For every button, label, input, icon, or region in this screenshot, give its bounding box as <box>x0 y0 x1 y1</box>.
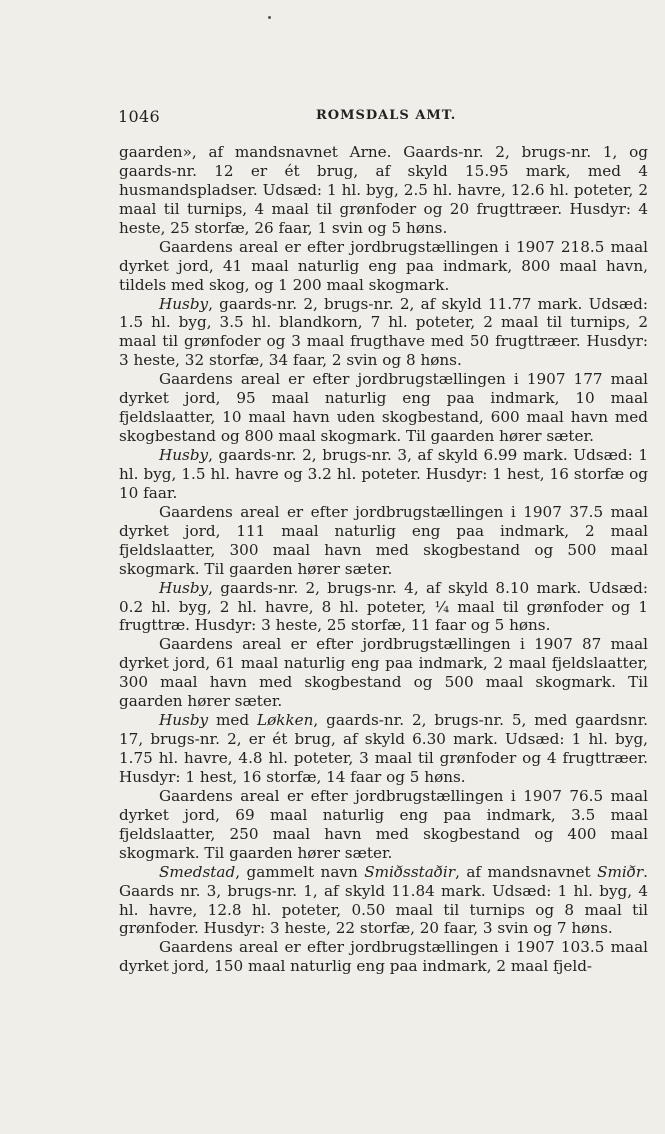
old-farm-name: Smiðsstaðir <box>364 862 456 881</box>
paragraph: Husby med Løkken, gaards-nr. 2, brugs-nr. 5, med gaardsnr. 17, brugs-nr. 2, er ét brug, af skyld 6.30 mark. Udsæd: 1 hl. byg, 1.75 hl. havre, 4.8 hl. poteter, 3 maal til grønfoder og 4 frugttræer. Husdyr: 1 hest, 16 storfæ, 14 faar og 5 høns. <box>119 711 648 786</box>
farm-name: Husby <box>159 578 209 597</box>
paragraph: Gaardens areal er efter jordbrugstællingen i 1907 103.5 maal dyrket jord, 150 maal naturlig eng paa indmark, 2 maal fjeld- <box>119 938 648 976</box>
paragraph: Husby, gaards-nr. 2, brugs-nr. 4, af skyld 8.10 mark. Udsæd: 0.2 hl. byg, 2 hl. havre, 8 hl. poteter, ¼ maal til grønfoder og 1 frugttræ. Husdyr: 3 heste, 25 storfæ, 11 faar og 5 høns. <box>119 578 648 635</box>
paragraph: Gaardens areal er efter jordbrugstællingen i 1907 37.5 maal dyrket jord, 111 maal naturlig eng paa indmark, 2 maal fjeldslaatter, 300 maal havn med skogbestand og 500 maal skogmark. Til gaarden hører sæter. <box>119 502 648 578</box>
body-text <box>119 143 648 976</box>
personal-name: Smiðr <box>597 862 644 881</box>
ink-speck <box>268 16 271 19</box>
page-header <box>118 107 648 127</box>
farm-name: Husby <box>159 446 209 464</box>
farm-name: Smedstad <box>159 862 236 881</box>
paragraph: Gaardens areal er efter jordbrugstællingen i 1907 218.5 maal dyrket jord, 41 maal naturlig eng paa indmark, 800 maal havn, tildels med skog, og 1 200 maal skogmark. <box>119 237 648 294</box>
paragraph: Husby, gaards-nr. 2, brugs-nr. 3, af skyld 6.99 mark. Udsæd: 1 hl. byg, 1.5 hl. havre og 3.2 hl. poteter. Husdyr: 1 hest, 16 storfæ og 10 faar. <box>119 446 648 502</box>
paragraph: Husby, gaards-nr. 2, brugs-nr. 2, af skyld 11.77 mark. Udsæd: 1.5 hl. byg, 3.5 hl. blandkorn, 7 hl. poteter, 2 maal til turnips, 2 maal til grønfoder og 3 maal frugthave med 50 frugttræer. Husdyr: 3 heste, 32 storfæ, 34 faar, 2 svin og 8 høns. <box>119 294 648 370</box>
paragraph: Gaardens areal er efter jordbrugstællingen i 1907 76.5 maal dyrket jord, 69 maal naturlig eng paa indmark, 3.5 maal fjeldslaatter, 250 maal havn med skogbestand og 400 maal skogmark. Til gaarden hører sæter. <box>119 786 648 862</box>
paragraph: Smedstad, gammelt navn Smiðsstaðir, af mandsnavnet Smiðr. Gaards nr. 3, brugs-nr. 1, af skyld 11.84 mark. Udsæd: 1 hl. byg, 4 hl. havre, 12.8 hl. poteter, 0.50 maal til turnips og 8 maal til grønfoder. Husdyr: 3 heste, 22 storfæ, 20 faar, 3 svin og 7 høns. <box>119 862 648 938</box>
page-number: 1046 <box>118 107 160 126</box>
paragraph: gaarden», af mandsnavnet Arne. Gaards-nr. 2, brugs-nr. 1, og gaards-nr. 12 er ét brug, af skyld 15.95 mark, med 4 husmandspladser. Udsæd: 1 hl. byg, 2.5 hl. havre, 12.6 hl. poteter, 2 maal til turnips, 4 maal til grønfoder og 20 frugttræer. Husdyr: 4 heste, 25 storfæ, 26 faar, 1 svin og 5 høns. <box>119 143 648 237</box>
farm-name: Husby <box>159 711 209 730</box>
running-title: ROMSDALS AMT. <box>316 108 457 123</box>
paragraph: Gaardens areal er efter jordbrugstællingen i 1907 177 maal dyrket jord, 95 maal naturlig eng paa indmark, 10 maal fjeldslaatter, 10 maal havn uden skogbestand, 600 maal havn med skogbestand og 800 maal skogmark. Til gaarden hører sæter. <box>119 370 648 446</box>
farm-name: Husby <box>159 294 209 313</box>
paragraph: Gaardens areal er efter jordbrugstællingen i 1907 87 maal dyrket jord, 61 maal naturlig eng paa indmark, 2 maal fjeldslaatter, 300 maal havn med skogbestand og 500 maal skogmark. Til gaarden hører sæter. <box>119 635 648 711</box>
farm-name: Løkken <box>257 711 314 730</box>
